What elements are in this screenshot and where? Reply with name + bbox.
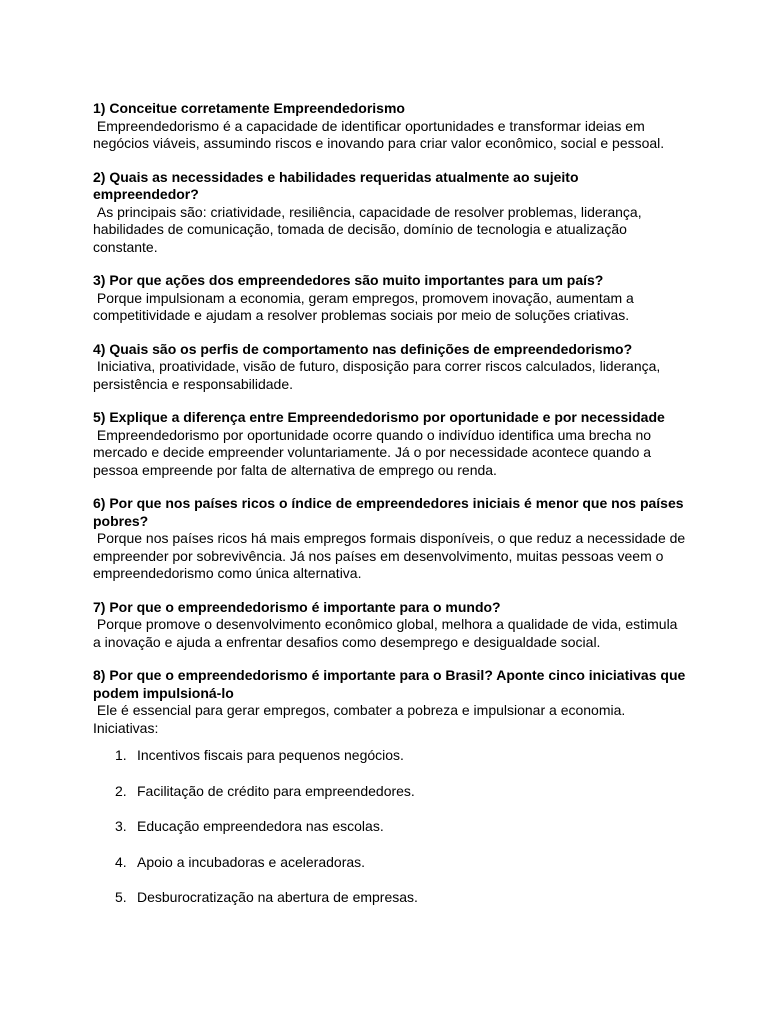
question-3: 3) Por que ações dos empreendedores são muito importantes para um país? xyxy=(93,272,604,288)
answer-1: Empreendedorismo é a capacidade de identificar oportunidades e transformar ideias em negócios viáveis, assumindo riscos e inovando para criar valor econômico, social e pessoal. xyxy=(93,117,665,151)
qa-block-4 xyxy=(93,341,688,394)
list-item xyxy=(93,818,688,854)
qa-block-5 xyxy=(93,409,688,479)
question-1: 1) Conceitue corretamente Empreendedorismo xyxy=(93,100,405,116)
list-item-text: Incentivos fiscais para pequenos negócios. xyxy=(137,747,404,763)
qa-block-8 xyxy=(93,667,688,925)
question-2: 2) Quais as necessidades e habilidades requeridas atualmente ao sujeito empreendedor? xyxy=(93,168,579,202)
qa-block-6 xyxy=(93,495,688,583)
list-item-number: 2. xyxy=(115,782,127,799)
list-item xyxy=(93,747,688,783)
qa-block-2 xyxy=(93,169,688,257)
question-6: 6) Por que nos países ricos o índice de empreendedores iniciais é menor que nos países pobres? xyxy=(93,495,684,529)
qa-block-7 xyxy=(93,599,688,652)
qa-block-3 xyxy=(93,272,688,325)
question-8: 8) Por que o empreendedorismo é importante para o Brasil? Aponte cinco iniciativas que podem impulsioná-lo xyxy=(93,667,686,701)
list-item-number: 5. xyxy=(115,889,127,905)
qa-block-1 xyxy=(93,100,688,153)
list-item-text: Facilitação de crédito para empreendedores. xyxy=(137,782,415,799)
list-item xyxy=(93,889,688,925)
question-5: 5) Explique a diferença entre Empreendedorismo por oportunidade e por necessidade xyxy=(93,409,665,425)
answer-8: Ele é essencial para gerar empregos, combater a pobreza e impulsionar a economia. Iniciativas: xyxy=(93,702,626,736)
list-item xyxy=(93,854,688,890)
list-item xyxy=(93,783,688,819)
list-item-text: Apoio a incubadoras e aceleradoras. xyxy=(137,853,366,870)
answer-6: Porque nos países ricos há mais empregos formais disponíveis, o que reduz a necessidade de empreender por sobrevivência. Já nos países em desenvolvimento, muitas pessoas veem o empreendedorismo como única alternativa. xyxy=(93,530,690,581)
question-4: 4) Quais são os perfis de comportamento nas definições de empreendedorismo? xyxy=(93,340,633,357)
list-item-text: Educação empreendedora nas escolas. xyxy=(137,818,384,834)
answer-2: As principais são: criatividade, resiliência, capacidade de resolver problemas, liderança, habilidades de comunicação, tomada de decisão, domínio de tecnologia e atualização constante. xyxy=(93,203,646,255)
list-item-text: Desburocratização na abertura de empresas. xyxy=(137,889,418,905)
answer-5: Empreendedorismo por oportunidade ocorre quando o indivíduo identifica uma brecha no mercado e decide empreender voluntariamente. Já o por necessidade acontece quando a pessoa empreende por falta de alternativa de emprego ou renda. xyxy=(93,426,655,478)
answer-3: Porque impulsionam a economia, geram empregos, promovem inovação, aumentam a competitividade e ajudam a resolver problemas sociais por meio de soluções criativas. xyxy=(93,289,638,323)
list-item-number: 4. xyxy=(115,853,127,870)
answer-4: Iniciativa, proatividade, visão de futuro, disposição para correr riscos calculados, liderança, persistência e responsabilidade. xyxy=(93,358,665,392)
question-7: 7) Por que o empreendedorismo é importante para o mundo? xyxy=(93,598,501,615)
list-item-number: 1. xyxy=(115,747,127,763)
answer-7: Porque promove o desenvolvimento econômico global, melhora a qualidade de vida, estimula a inovação e ajuda a enfrentar desafios como desemprego e desigualdade social. xyxy=(93,616,682,650)
list-item-number: 3. xyxy=(115,818,127,834)
initiatives-list xyxy=(93,747,688,925)
